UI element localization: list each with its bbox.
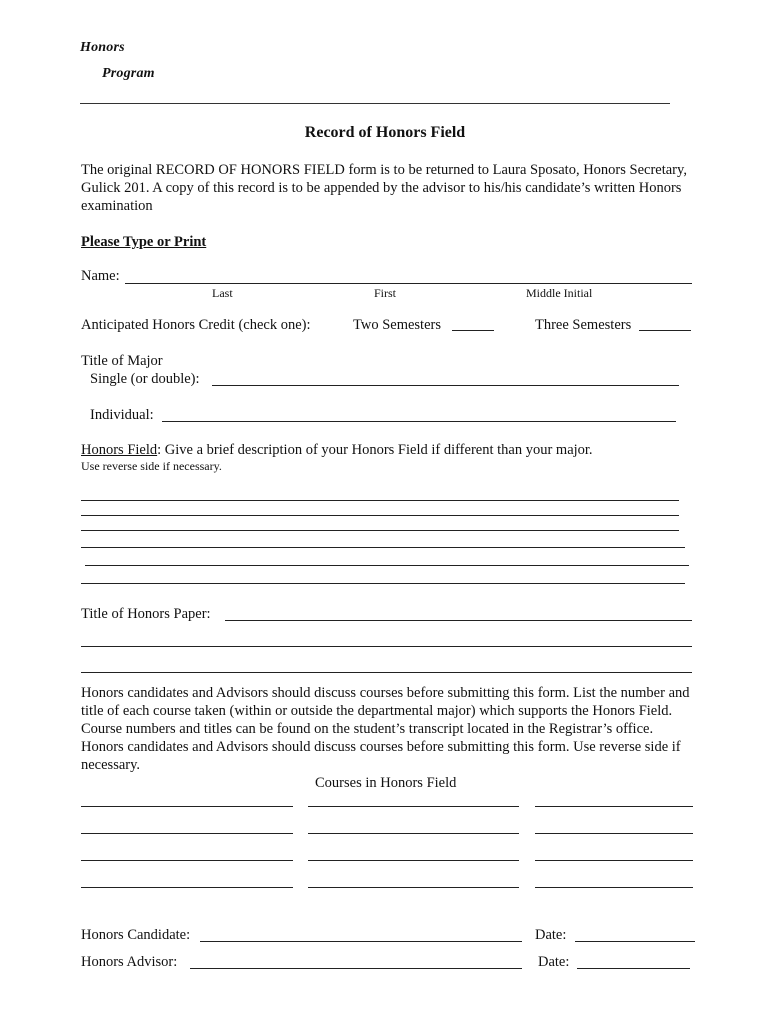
honors-paper-line-2[interactable]	[81, 646, 692, 647]
course-field-r1-c3[interactable]	[535, 806, 693, 807]
type-or-print-instruction: Please Type or Print	[81, 234, 207, 250]
honors-logo-line-2: Program	[102, 66, 155, 81]
honors-field-line-6[interactable]	[81, 583, 685, 584]
candidate-date-label: Date:	[535, 927, 567, 943]
advisor-date-label: Date:	[538, 954, 570, 970]
two-semesters-checkbox[interactable]	[452, 330, 494, 331]
honors-field-line-3[interactable]	[81, 530, 679, 531]
honors-candidate-field[interactable]	[200, 941, 522, 942]
credit-label: Anticipated Honors Credit (check one):	[81, 317, 311, 333]
course-field-r1-c1[interactable]	[81, 806, 293, 807]
honors-field-line-1[interactable]	[81, 500, 679, 501]
logo-line-1: Honors	[80, 40, 125, 55]
advisor-date-field[interactable]	[577, 968, 690, 969]
honors-field-line-2[interactable]	[81, 515, 679, 516]
course-field-r4-c3[interactable]	[535, 887, 693, 888]
courses-paragraph: Honors candidates and Advisors should discuss courses before submitting this form. List the number and title of each course taken (within or outside the departmental major) which supports the Honors Field. Course numbers and titles can be found on the student’s transcript located in the Registrar’s office. Honors candidates and Advisors should discuss courses before submitting this form. Use reverse side if necessary.	[81, 685, 690, 773]
honors-paper-label: Title of Honors Paper:	[81, 606, 211, 622]
course-field-r1-c2[interactable]	[308, 806, 519, 807]
course-field-r3-c3[interactable]	[535, 860, 693, 861]
name-sublabel-first: First	[374, 286, 397, 300]
intro-paragraph: The original RECORD OF HONORS FIELD form is to be returned to Laura Sposato, Honors Secretary, Gulick 201. A copy of this record is to be appended by the advisor to his/his candidate’s written Honors examination	[81, 162, 687, 214]
name-sublabel-middle: Middle Initial	[526, 286, 593, 300]
single-major-field[interactable]	[212, 385, 679, 386]
honors-field-prompt	[81, 441, 593, 459]
honors-field-line-4[interactable]	[81, 547, 685, 548]
credit-option-three-semesters: Three Semesters	[535, 317, 632, 333]
course-field-r2-c1[interactable]	[81, 833, 293, 834]
course-field-r2-c2[interactable]	[308, 833, 519, 834]
candidate-date-field[interactable]	[575, 941, 695, 942]
three-semesters-checkbox[interactable]	[639, 330, 691, 331]
title-of-major-heading: Title of Major	[81, 353, 163, 369]
name-sublabel-last: Last	[212, 286, 233, 300]
honors-advisor-field[interactable]	[190, 968, 522, 969]
credit-option-two-semesters: Two Semesters	[353, 317, 441, 333]
honors-field-text: : Give a brief description of your Honors Field if different than your major.	[157, 442, 593, 458]
honors-field-line-5[interactable]	[85, 565, 689, 566]
individual-major-field[interactable]	[162, 421, 676, 422]
honors-paper-line-3[interactable]	[81, 672, 692, 673]
course-field-r4-c1[interactable]	[81, 887, 293, 888]
honors-paper-field[interactable]	[225, 620, 692, 621]
honors-advisor-label: Honors Advisor:	[81, 954, 178, 970]
honors-field-label: Honors Field	[81, 442, 158, 458]
honors-candidate-label: Honors Candidate:	[81, 927, 191, 943]
name-field[interactable]	[125, 283, 692, 284]
course-field-r3-c2[interactable]	[308, 860, 519, 861]
course-field-r3-c1[interactable]	[81, 860, 293, 861]
course-field-r4-c2[interactable]	[308, 887, 519, 888]
course-field-r2-c3[interactable]	[535, 833, 693, 834]
single-major-label: Single (or double):	[90, 371, 200, 387]
honors-field-note: Use reverse side if necessary.	[81, 459, 222, 473]
individual-major-label: Individual:	[90, 407, 154, 423]
name-label: Name:	[81, 268, 120, 284]
page-title: Record of Honors Field	[304, 124, 466, 141]
honors-logo	[80, 40, 125, 56]
courses-heading: Courses in Honors Field	[315, 775, 457, 791]
header-rule	[80, 103, 670, 104]
